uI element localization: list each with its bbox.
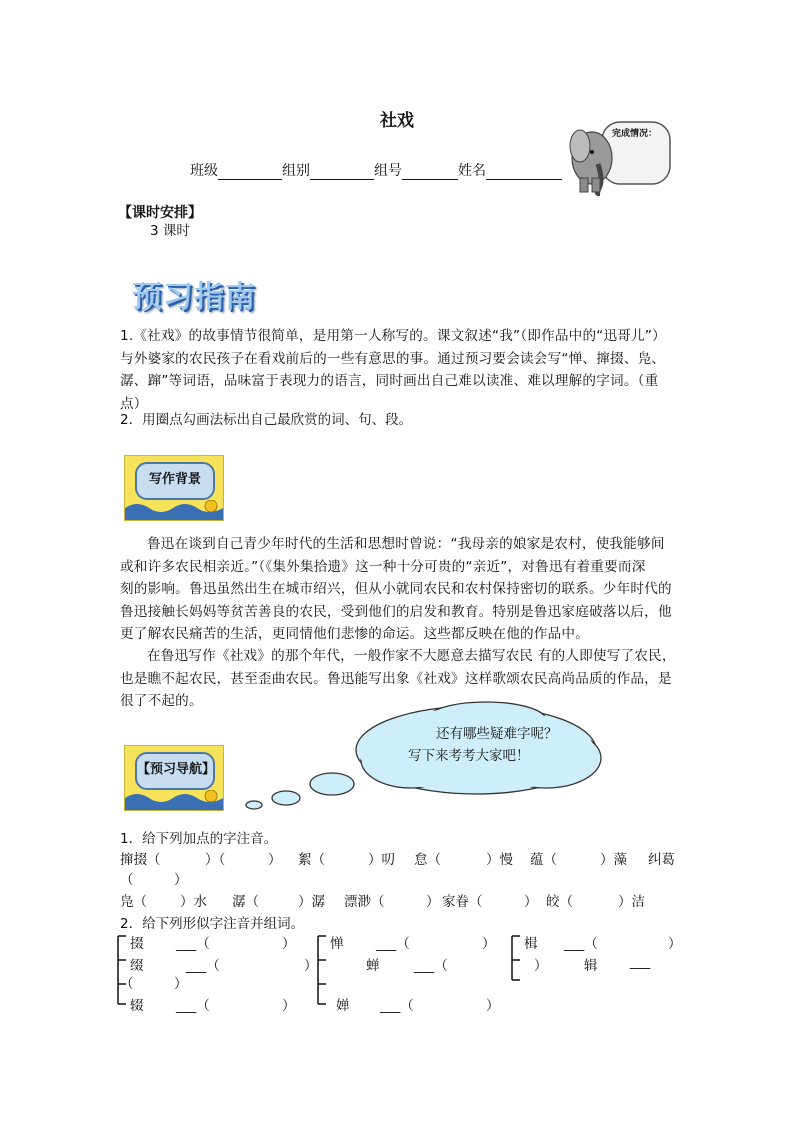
- ex2-w10: ）洁: [618, 894, 645, 910]
- ex1-w8: 蕴（: [530, 852, 557, 868]
- char-ji2: 辑: [584, 958, 598, 974]
- answer-close: ）: [282, 936, 296, 952]
- bracket-icon: [116, 932, 128, 1008]
- ex2-w6: ）: [426, 894, 440, 910]
- answer-close: ）: [482, 936, 496, 952]
- group-blank[interactable]: [310, 164, 374, 180]
- stamp-label: 完成情况：: [612, 129, 658, 139]
- wave-icon: [125, 500, 223, 520]
- char-ji: 楫: [524, 936, 538, 952]
- background-line: 更了解农民痛苦的生活，更同情他们悲惨的命运。这些都反映在他的作品中。: [120, 626, 589, 642]
- ex2-w4: ）潺: [298, 894, 325, 910]
- preview-badge: [124, 745, 224, 811]
- guide-line: 1.《社戏》的故事情节很简单，是用第一人称写的。课文叙述“我”（即作品中的“迅哥儿”）: [120, 328, 666, 344]
- ex2-w1: 凫（: [120, 894, 147, 910]
- guide-item-2: 2．用圈点勾画法标出自己最欣赏的词、句、段。: [120, 412, 413, 428]
- answer-close: ）: [304, 958, 318, 974]
- ex1-w1: 撺掇（: [120, 852, 161, 868]
- ex1-w10: 纠葛: [648, 852, 675, 868]
- info-line: [190, 160, 562, 180]
- background-line: 在鲁迅写作《社戏》的那个年代，一般作家不大愿意去描写农民 有的人即使写了农民，: [147, 648, 676, 664]
- char-zhui: 缀: [130, 958, 144, 974]
- background-badge-label: 写作背景: [135, 462, 215, 500]
- name-blank[interactable]: [486, 164, 562, 180]
- wave-icon: [125, 790, 223, 810]
- background-line: 鲁迅在谈到自己青少年时代的生活和思想时曾说：“我母亲的娘家是农村，使我能够间: [147, 536, 665, 552]
- schedule-value: 3 课时: [150, 223, 190, 239]
- answer-close: ）: [668, 936, 682, 952]
- answer-blank[interactable]: ___（: [176, 998, 210, 1014]
- ex2-w9: 皎（: [546, 894, 573, 910]
- background-badge: [124, 455, 224, 521]
- answer-blank[interactable]: ___（: [186, 958, 220, 974]
- guide-line: 潺、蹿”等词语，品味富于表现力的语言，同时画出自己难以读准、难以理解的字词。（重: [120, 373, 659, 389]
- number-label: 组号: [374, 163, 402, 179]
- thought-cloud: [236, 700, 616, 810]
- char-chan2: 婵: [336, 998, 350, 1014]
- background-para-1: [120, 533, 690, 646]
- ex2-w5: 漂渺（: [344, 894, 385, 910]
- ex1-row1-cont[interactable]: （ ）: [120, 872, 188, 888]
- char-duo: 掇: [130, 936, 144, 952]
- char-dan: 惮: [330, 936, 344, 952]
- answer-blank[interactable]: ___（: [380, 998, 414, 1014]
- background-line: 也是瞧不起农民，甚至歪曲农民。鲁迅能写出象《社戏》这样歌颂农民高尚品质的作品，是: [120, 670, 672, 687]
- exercise-2-heading: 2．给下列形似字注音并组词。: [120, 916, 305, 932]
- answer-close: ）: [534, 958, 548, 974]
- answer-blank[interactable]: ___（: [414, 958, 448, 974]
- guide-line: 与外婆家的农民孩子在看戏前后的一些有意思的事。通过预习要会读会写“惮、撺掇、凫、: [120, 350, 666, 367]
- answer-blank[interactable]: ___（: [564, 936, 598, 952]
- name-label: 姓名: [458, 163, 486, 179]
- answer-cont[interactable]: （ ）: [120, 976, 188, 992]
- elephant-stamp: [568, 116, 674, 196]
- ex2-w7: 家眷（: [442, 894, 483, 910]
- bracket-icon: [316, 932, 328, 1008]
- ex1-w7: ）慢: [486, 852, 513, 868]
- page-title: 社戏: [380, 111, 414, 131]
- preview-badge-label: 【预习导航】: [135, 752, 215, 790]
- exercise-1-heading: 1．给下列加点的字注音。: [120, 831, 278, 847]
- class-blank[interactable]: [218, 164, 282, 180]
- background-line: 或和许多农民相亲近。”（《集外集拾遗》这一种十分可贵的“亲近”，对鲁迅有着重要而深: [120, 558, 646, 575]
- guide-line: 点）: [120, 395, 148, 412]
- ex1-w6: 怠（: [414, 852, 441, 868]
- group-label: 组别: [282, 163, 310, 179]
- answer-blank[interactable]: ___: [630, 954, 651, 970]
- number-blank[interactable]: [402, 164, 458, 180]
- char-chan: 蝉: [366, 958, 380, 974]
- bracket-icon: [510, 932, 522, 984]
- answer-blank[interactable]: ___（: [176, 936, 210, 952]
- char-chuo: 辍: [130, 998, 144, 1014]
- background-line: 鲁迅接触长妈妈等贫苦善良的农民，受到他们的启发和教育。特别是鲁迅家庭破落以后，他: [120, 603, 672, 620]
- class-label: 班级: [190, 163, 218, 179]
- ex2-w8: ）: [524, 894, 538, 910]
- ex1-w9: ）藻: [600, 852, 627, 868]
- background-line: 很了不起的。: [120, 693, 203, 709]
- ex1-w5: ）叨: [368, 852, 395, 868]
- ex1-w2: ）（: [205, 852, 226, 868]
- ex1-w3: ）: [268, 852, 282, 868]
- cloud-line-2: 写下来考考大家吧！: [408, 748, 530, 764]
- ex2-w3: 潺（: [232, 894, 259, 910]
- ex2-w2: ）水: [180, 894, 207, 910]
- background-line: 刻的影响。鲁迅虽然出生在城市绍兴，但从小就同农民和农村保持密切的联系。少年时代的: [120, 581, 672, 597]
- guide-wordart: 预习指南: [132, 280, 256, 315]
- answer-close: ）: [282, 998, 296, 1014]
- answer-close: ）: [486, 998, 500, 1014]
- guide-item-1: [120, 325, 690, 415]
- ex1-w4: 絮（: [298, 852, 325, 868]
- cloud-line-1: 还有哪些疑难字呢？: [436, 726, 558, 742]
- schedule-heading: 【课时安排】: [118, 205, 202, 221]
- answer-blank[interactable]: ___（: [376, 936, 410, 952]
